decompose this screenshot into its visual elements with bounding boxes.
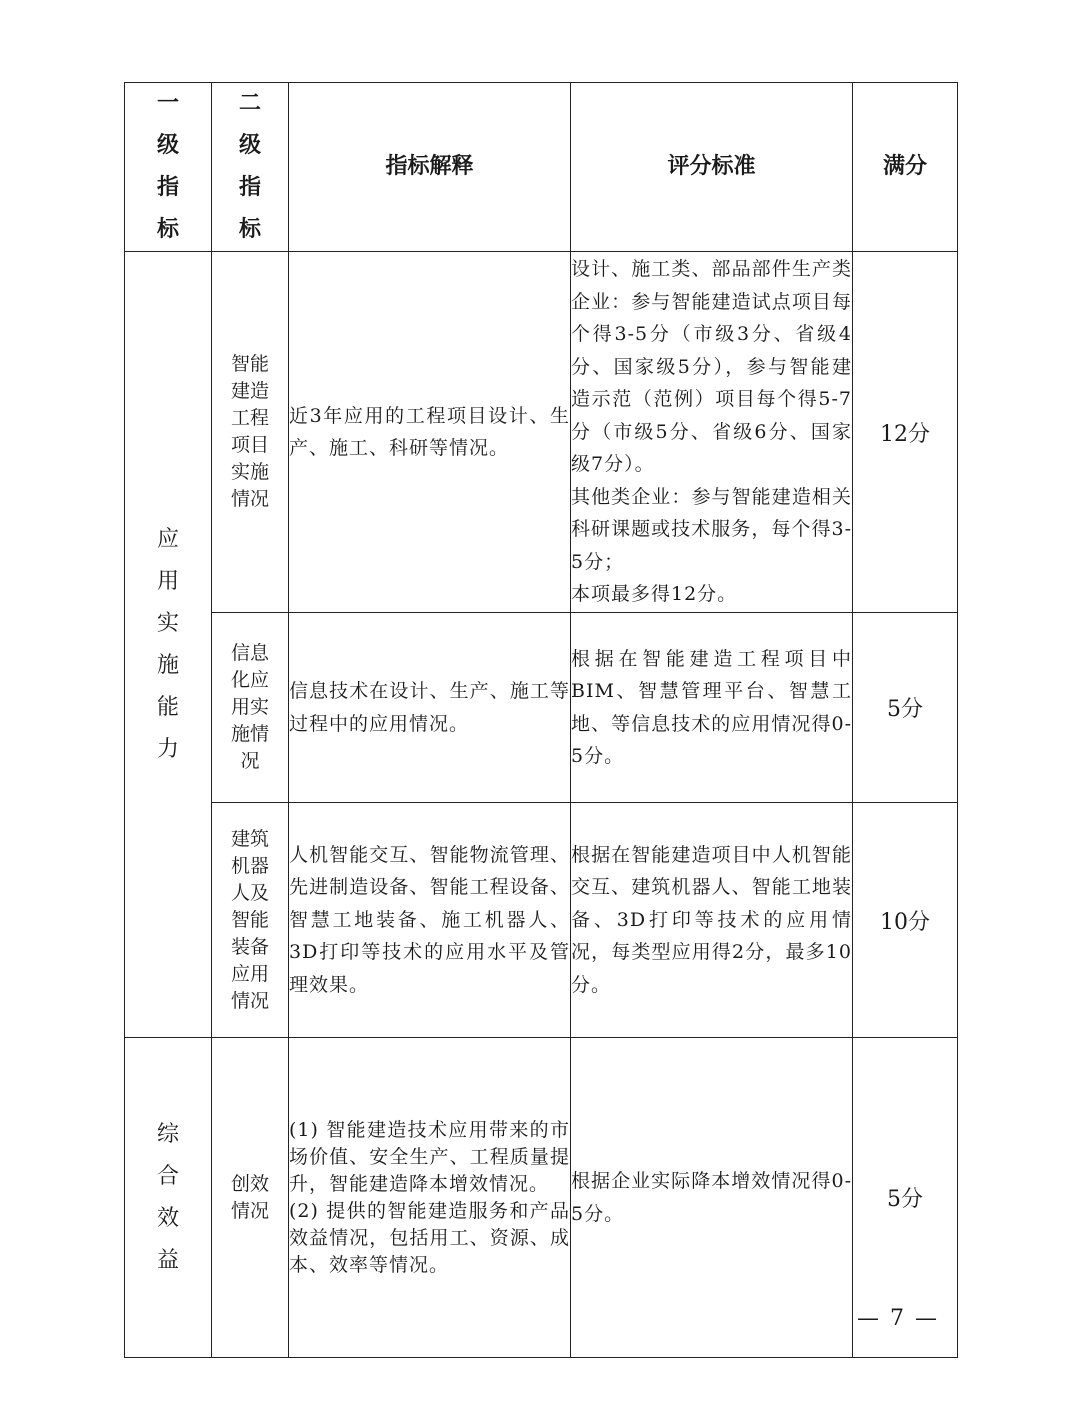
level2-cell: 建筑机器人及智能装备应用情况: [212, 803, 289, 1038]
explanation-cell: 人机智能交互、智能物流管理、先进制造设备、智能工程设备、智慧工地装备、施工机器人、3D打印等技术的应用水平及管理效果。: [289, 803, 571, 1038]
level1-cell: 综合效益: [125, 1038, 212, 1358]
criteria-cell: [571, 1038, 853, 1358]
criteria-cell: [571, 613, 853, 803]
header-level2: 二级指标: [212, 83, 289, 252]
level2-cell: 智能建造工程项目实施情况: [212, 252, 289, 613]
table-row: [125, 613, 958, 803]
criteria-line: 根据企业实际降本增效情况得0-5分。: [571, 1170, 852, 1225]
explanation-line: (2) 提供的智能建造服务和产品效益情况，包括用工、资源、成本、效率等情况。: [289, 1199, 570, 1276]
page-number: — 7 —: [857, 1306, 939, 1331]
score-cell: 12分: [853, 252, 958, 613]
header-full-score: 满分: [853, 83, 958, 252]
header-level1: 一级指标: [125, 83, 212, 252]
header-criteria: 评分标准: [571, 83, 853, 252]
criteria-cell: [571, 803, 853, 1038]
score-cell: 10分: [853, 803, 958, 1038]
explanation-cell: 信息技术在设计、生产、施工等过程中的应用情况。: [289, 613, 571, 803]
table-row: [125, 252, 958, 613]
explanation-cell: 近3年应用的工程项目设计、生产、施工、科研等情况。: [289, 252, 571, 613]
criteria-line: 本项最多得12分。: [571, 583, 738, 606]
table-row: [125, 803, 958, 1038]
explanation-cell: [289, 1038, 571, 1358]
evaluation-table: [124, 82, 958, 1358]
header-explanation: 指标解释: [289, 83, 571, 252]
criteria-line: 其他类企业：参与智能建造相关科研课题或技术服务，每个得3-5分；: [571, 485, 852, 573]
score-cell: 5分: [853, 613, 958, 803]
level2-cell: 创效情况: [212, 1038, 289, 1358]
criteria-line: 根据在智能建造项目中人机智能交互、建筑机器人、智能工地装备、3D打印等技术的应用情况，每类型应用得2分，最多10分。: [571, 843, 852, 996]
criteria-cell: [571, 252, 853, 613]
score-cell: 5分: [853, 1038, 958, 1358]
level2-cell: 信息化应用实施情况: [212, 613, 289, 803]
level1-cell: 应用实施能力: [125, 252, 212, 1038]
criteria-line: 设计、施工类、部品部件生产类企业：参与智能建造试点项目每个得3-5分（市级3分、省级4分、国家级5分），参与智能建造示范（范例）项目每个得5-7分（市级5分、省级6分、国家级7分）。: [571, 258, 852, 476]
header-row: [125, 83, 958, 252]
explanation-line: (1) 智能建造技术应用带来的市场价值、安全生产、工程质量提升，智能建造降本增效情况。: [289, 1118, 570, 1195]
criteria-line: 根据在智能建造工程项目中BIM、智慧管理平台、智慧工地、等信息技术的应用情况得0-5分。: [571, 647, 852, 767]
table-row: [125, 1038, 958, 1358]
